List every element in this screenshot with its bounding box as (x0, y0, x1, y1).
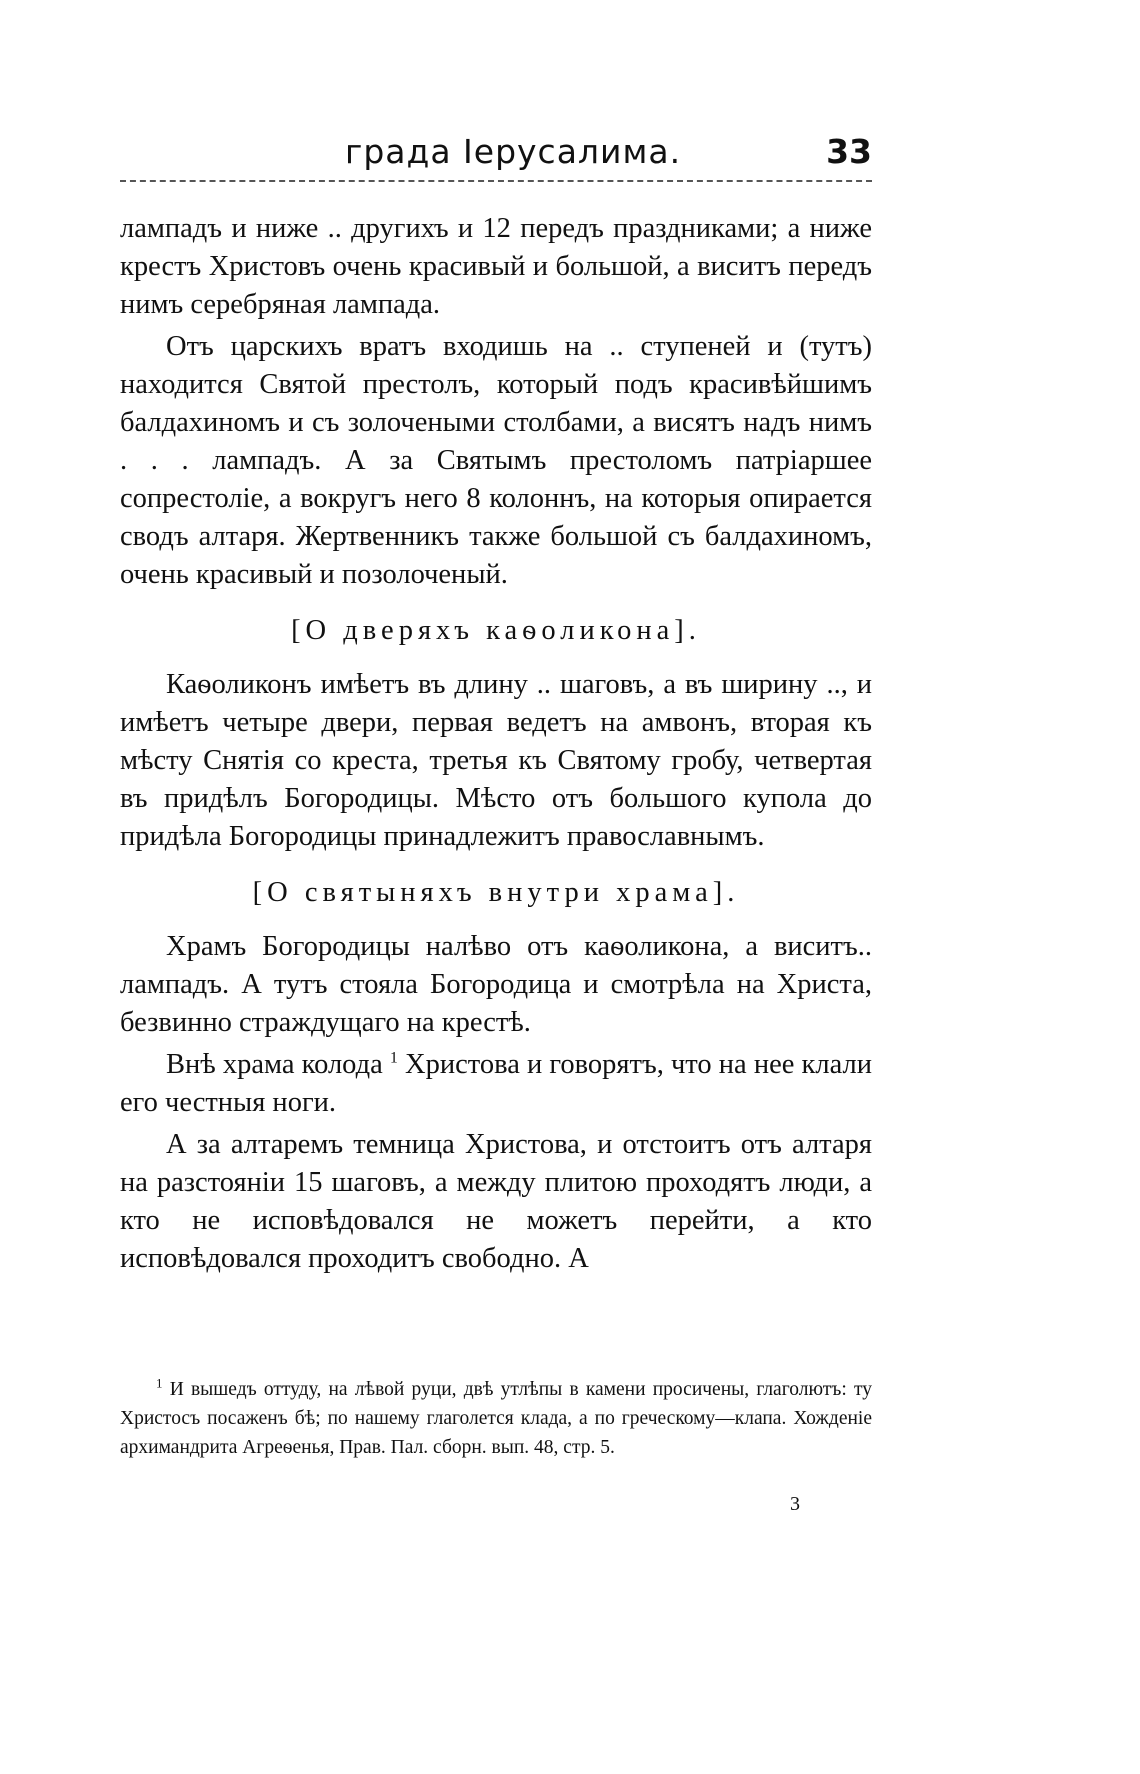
header-rule (120, 180, 872, 182)
section-heading-doors: [О дверяхъ каѳоликона]. (291, 615, 701, 646)
footnote-reference: 1 (389, 1049, 398, 1067)
paragraph-text: Внѣ храма колода (166, 1049, 390, 1080)
paragraph: Храмъ Богородицы налѣво отъ каѳоликона, а виситъ.. лампадъ. А тутъ стояла Богородица и смотрѣла на Христа, безвинно страждущаго на крестѣ. (120, 931, 872, 1038)
signature-mark: 3 (790, 1493, 800, 1515)
paragraph: лампадъ и ниже .. другихъ и 12 передъ праздниками; а ниже крестъ Христовъ очень красивый и большой, а виситъ передъ нимъ серебряная лампада. (120, 213, 872, 320)
section-heading-shrines: [О святыняхъ внутри храма]. (252, 877, 740, 908)
paragraph: Отъ царскихъ вратъ входишь на .. ступеней и (тутъ) находится Святой престолъ, который подъ красивѣйшимъ балдахиномъ и съ золочеными столбами, а висятъ надъ нимъ . . . лампадъ. А за Святымъ престоломъ патріаршее сопрестоліе, а вокругъ него 8 колоннъ, на которыя опирается сводъ алтаря. Жертвенникъ также большой съ балдахиномъ, очень красивый и позолоченый. (120, 331, 872, 590)
running-title: града Іерусалима. (345, 132, 682, 171)
main-text (120, 210, 872, 1282)
footnotes (120, 1375, 872, 1462)
running-head (120, 132, 872, 176)
footnote-text: И вышедъ оттуду, на лѣвой руци, двѣ утлѣпы в камени просичены, глаголютъ: ту Христосъ посаженъ бѣ; по нашему глаголется клада, а по греческому—клапа. Хожденіе архимандрита Агреѳенья, Прав. Пал. сборн. вып. 48, стр. 5. (120, 1379, 872, 1458)
paragraph-text: Христова и говорятъ, что на нее клали его честныя ноги. (120, 1049, 872, 1118)
footnote-marker: 1 (156, 1375, 163, 1391)
paragraph: А за алтаремъ темница Христова, и отстоитъ отъ алтаря на разстояніи 15 шаговъ, а между плитою проходятъ люди, а кто не исповѣдовался не можетъ перейти, а кто исповѣдовался проходитъ свободно. А (120, 1129, 872, 1274)
page-number: 33 (826, 132, 872, 171)
paragraph: Каѳоликонъ имѣетъ въ длину .. шаговъ, а въ ширину .., и имѣетъ четыре двери, первая ведетъ на амвонъ, вторая къ мѣсту Снятія со креста, третья къ Святому гробу, четвертая въ придѣлъ Богородицы. Мѣсто отъ большого купола до придѣла Богородицы принадлежитъ православнымъ. (120, 669, 872, 852)
footnote (120, 1375, 872, 1462)
paragraph (120, 1046, 872, 1122)
